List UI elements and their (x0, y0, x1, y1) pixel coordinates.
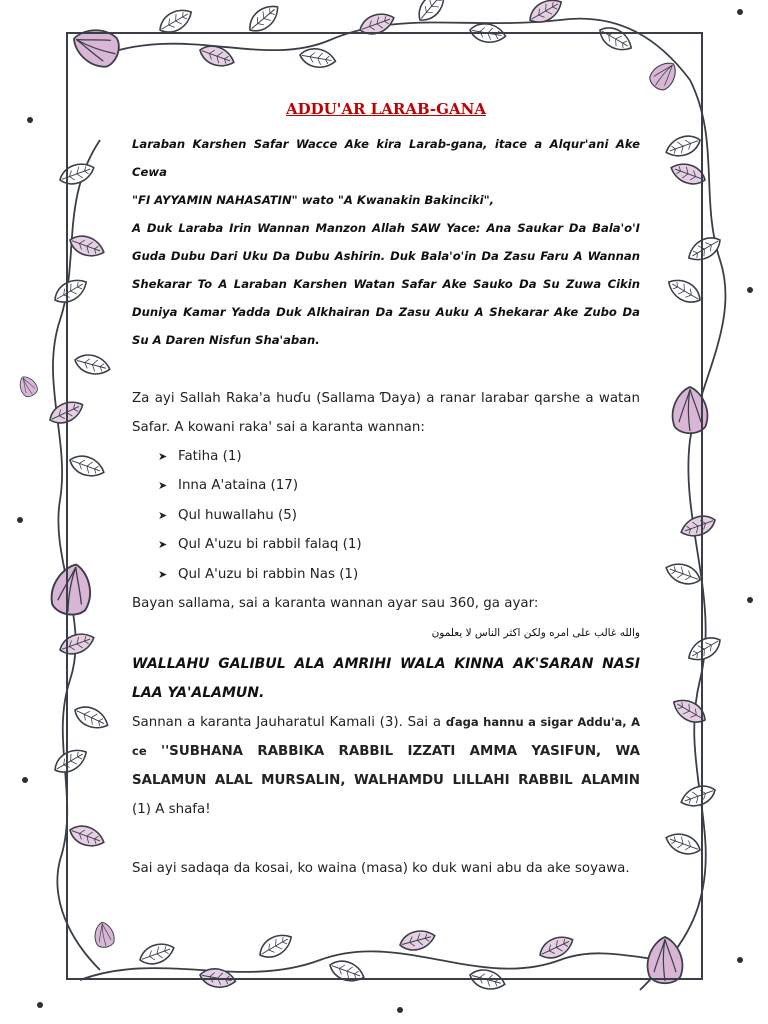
arrow-bullet-icon: ➤ (158, 508, 168, 522)
page-title: ADDU'AR LARAB-GANA (286, 100, 486, 118)
intro-line-1: Laraban Karshen Safar Wacce Ake kira Larab-gana, itace a Alqur'ani Ake Cewa (132, 137, 640, 179)
transliteration: WALLAHU GALIBUL ALA AMRIHI WALA KINNA AK'SARAN NASI LAA YA'ALAMUN. (132, 656, 640, 702)
arrow-bullet-icon: ➤ (158, 450, 168, 463)
arabic-verse: والله غالب على امره ولكن اكثر الناس لا يعلمون (431, 627, 640, 640)
document-body (132, 100, 640, 883)
sadaqa-text: Sai ayi sadaqa da kosai, ko waina (masa) ko duk wani abu da ake soyawa. (132, 861, 630, 877)
list-item: ➤ Qul A'uzu bi rabbil falaq (1) (158, 530, 640, 559)
prayer-instructions: Za ayi Sallah Raka'a huɗu (Sallama Ɗaya) a ranar larabar qarshe a watan Safar. A kowani raka' sai a karanta wannan: (132, 391, 640, 435)
arrow-bullet-icon: ➤ (158, 567, 168, 581)
closing-dua: Sannan a karanta Jauharatul Kamali (3). Sai a ɗaga hannu a sigar Addu'a, A ce ''SUBHANA RABBIKA RABBIL IZZATI AMMA YASIFUN, WA SALAMUN ALAL MURSALIN, WALHAMDU LILLAHI RABBIL ALAMIN (1) A shafa! (132, 715, 641, 818)
intro-paragraph (132, 130, 640, 354)
recitation-list (132, 442, 640, 589)
list-item: ➤ Qul huwallahu (5) (158, 501, 640, 530)
arrow-bullet-icon: ➤ (158, 538, 168, 552)
intro-line-3: A Duk Laraba Irin Wannan Manzon Allah SAW Yace: Ana Saukar Da Bala'o'I Guda Dubu Dari Uku Da Dubu Ashirin. Duk Bala'o'in Da Zasu Faru A Wannan Shekarar To A Laraban Karshen Watan Safar Ake Sauko Da Su Zuwa Cikin Duniya Kamar Yadda Duk Alkhairan Da Zasu Auku A Shekarar Ake Zubo Da Su A Daren Nisfun Sha'aban. (132, 221, 640, 347)
list-item: ➤ Qul A'uzu bi rabbin Nas (1) (158, 560, 640, 589)
arrow-bullet-icon: ➤ (158, 479, 168, 493)
after-salla-text: Bayan sallama, sai a karanta wannan ayar sau 360, ga ayar: (132, 596, 539, 612)
intro-line-2: "FI AYYAMIN NAHASATIN" wato "A Kwanakin Bakinciki", (132, 193, 495, 207)
list-item: ➤ Inna A'ataina (17) (158, 471, 640, 500)
list-item: ➤ Fatiha (1) (158, 442, 640, 471)
